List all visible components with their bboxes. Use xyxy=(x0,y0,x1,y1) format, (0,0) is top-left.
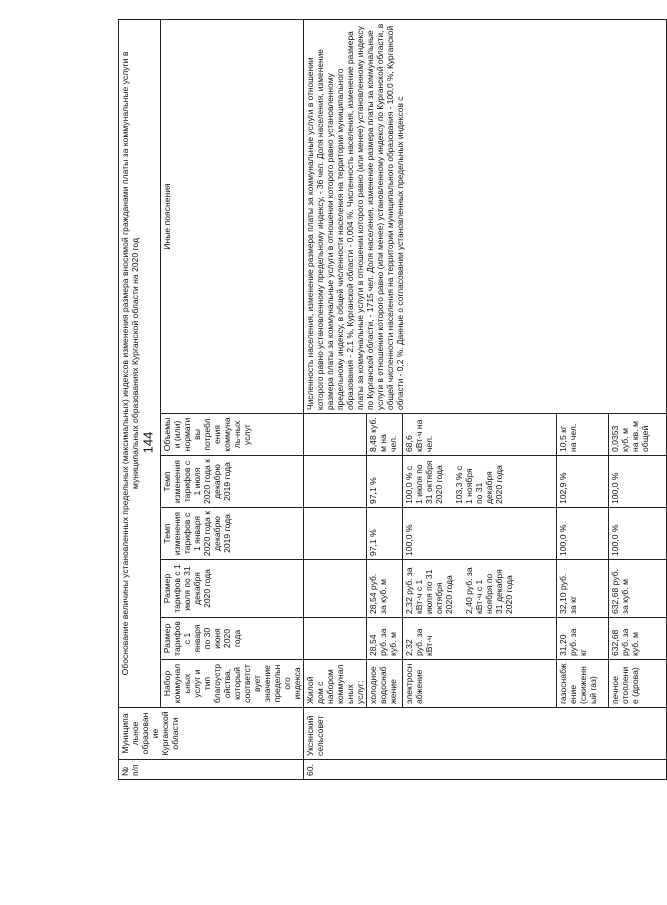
item-rate1: 100,0 % xyxy=(557,508,609,560)
item-tariff1: 28,54 руб. за куб. м xyxy=(367,618,403,660)
item-tariff2 xyxy=(304,560,367,618)
header-col-volume: Объемы и (или) нормативы потребления коммуналь-ных услуг xyxy=(161,414,304,456)
header-col-notes: Иные пояснения xyxy=(161,20,304,414)
item-rate1: 100,0 % xyxy=(403,508,557,560)
item-tariff1: 632,68 руб. за куб. м xyxy=(609,618,667,660)
item-rate1 xyxy=(304,508,367,560)
item-rate1: 100,0 % xyxy=(609,508,667,560)
item-tariff2: 632,68 руб. за куб. м xyxy=(609,560,667,618)
header-col-set: Набор коммунальных услуг и тип благоустройства, который соответствует значение предельного индекса xyxy=(161,660,304,708)
header-col-tariff2: Размер тарифов с 1 июля по 31 декабря 2020 года xyxy=(161,560,304,618)
item-rate2: 100,0 % xyxy=(609,456,667,508)
item-volume xyxy=(304,414,367,456)
item-volume: 8,48 куб. м на чел. xyxy=(367,414,403,456)
item-tariff1 xyxy=(304,618,367,660)
item-name: печное отопление (дрова) xyxy=(609,660,667,708)
item-rate1: 97,1 % xyxy=(367,508,403,560)
item-name: холодное водоснабжение xyxy=(367,660,403,708)
item-rate2: 97,1 % xyxy=(367,456,403,508)
item-tariff2: 28,54 руб. за куб. м xyxy=(367,560,403,618)
item-volume: 68,6 кВт·ч на чел. xyxy=(403,414,557,456)
item-rate2: 100,0 % с 1 июля по 31 октября 2020 года 103,3 % с 1 ноября по 31 декабря 2020 года xyxy=(403,456,557,508)
tariff-index-table xyxy=(118,19,667,780)
page-number: 144 xyxy=(140,431,156,454)
header-col-rate2: Темп изменения тарифов с 1 июля 2020 года к декабрю 2019 года xyxy=(161,456,304,508)
header-super: Обоснование величины установленных предельных (максимальных) индексов изменения размера вносимой гражданами платы за коммунальные услуги в муниципальных образованиях Курганской области на 2020 год xyxy=(119,20,161,708)
header-col-municipality: Муниципальное образование Курганской области xyxy=(119,708,304,760)
row-notes: Численность населения, изменение размера платы за коммунальные услуги в отношении которого равно установленному предельному индексу, - 36 чел. Доля населения, изменение размера платы за коммунальные услуги в отношении которого равно установленному предельному индексу, в общей численности населения на территории муниципального образования - 2,1 %, Курганской области - 0,004 %. Численность населения, изменение размера платы за коммунальные услуги в отношении которого равно (или менее) установленному индексу по Курганской области, - 1715 чел. Доля населения, изменение размера платы за коммунальные услуги в отношении которого равно (или менее) установленному индексу по Курганской области, в общей численности населения на территории муниципального образования - 100,0 %, Курганской области - 0,2 %. Данные о согласовании установленных предельных индексов с xyxy=(304,20,667,414)
item-tariff2: 32,10 руб. за кг xyxy=(557,560,609,618)
header-col-number: № п/п xyxy=(119,760,304,780)
item-rate2 xyxy=(304,456,367,508)
table-row xyxy=(304,20,367,780)
row-municipality: Уксянский сельсовет xyxy=(304,708,667,760)
item-tariff1: 31,20 руб. за кг xyxy=(557,618,609,660)
row-number: 60. xyxy=(304,760,667,780)
rotated-table-container xyxy=(118,20,650,780)
item-rate2: 102,9 % xyxy=(557,456,609,508)
item-tariff1: 2,32 руб. за кВт·ч xyxy=(403,618,557,660)
item-name: Жилой дом с набором коммунальных услуг: xyxy=(304,660,367,708)
item-volume: 10,5 кг на чел. xyxy=(557,414,609,456)
item-tariff2: 2,32 руб. за кВт·ч с 1 июля по 31 октября 2020 года 2,40 руб. за кВт·ч с 1 ноября по 31 декабря 2020 года xyxy=(403,560,557,618)
header-col-tariff1: Размер тарифов с 1 января по 30 июня 2020 года xyxy=(161,618,304,660)
item-name: газоснабжение (сжиженный газ) xyxy=(557,660,609,708)
header-col-rate1: Темп изменения тарифов с 1 января 2020 года к декабрю 2019 года xyxy=(161,508,304,560)
item-volume: 0,0353 куб. м на кв. м общей xyxy=(609,414,667,456)
item-name: электроснабжение xyxy=(403,660,557,708)
